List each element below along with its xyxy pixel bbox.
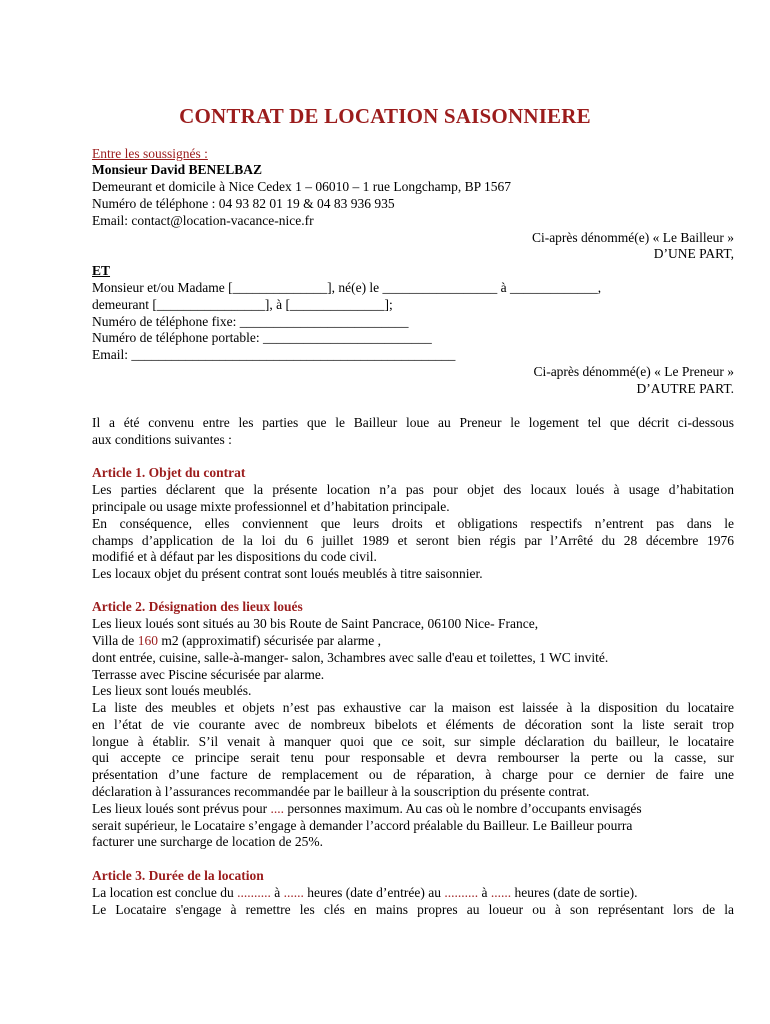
duration-text: La location est conclue du xyxy=(92,885,238,900)
duration-text: à xyxy=(478,885,491,900)
article-2-heading: Article 2. Désignation des lieux loués xyxy=(92,599,303,614)
lessor-part: D’UNE PART, xyxy=(653,246,734,261)
capacity-label: Les lieux loués sont prévus pour xyxy=(92,801,271,816)
tenant-email: Email: ________________________________________________ xyxy=(92,347,456,362)
lessor-email: Email: contact@location-vacance-nice.fr xyxy=(92,213,314,228)
tenant-phone-fixe: Numéro de téléphone fixe: _________________________ xyxy=(92,314,409,329)
villa-label: Villa de xyxy=(92,633,138,648)
article-1-heading: Article 1. Objet du contrat xyxy=(92,465,246,480)
article-1-line: En conséquence, elles conviennent que leurs droits et obligations respectifs n’entrent pas dans le xyxy=(92,516,734,531)
capacity-text: personnes maximum. Au cas où le nombre d’occupants envisagés xyxy=(283,801,642,816)
article-3-line: Le Locataire s'engage à remettre les clés en mains propres au loueur ou à son représentant lors de la xyxy=(92,902,734,917)
lessor-denomination: Ci-après dénommé(e) « Le Bailleur » xyxy=(531,230,734,245)
article-2-line: déclaration à l’assurances recommandée par le bailleur à la souscription du présente contrat. xyxy=(92,784,590,799)
article-2-line: Les lieux sont loués meublés. xyxy=(92,683,252,698)
tenant-phone-portable: Numéro de téléphone portable: _________________________ xyxy=(92,330,432,345)
article-3-heading: Article 3. Durée de la location xyxy=(92,868,264,883)
article-2-line: La liste des meubles et objets n’est pas exhaustive car la maison est laissée à la disposition du locataire xyxy=(92,700,734,715)
lessor-phone: Numéro de téléphone : 04 93 82 01 19 & 04 83 936 935 xyxy=(92,196,395,211)
duration-text: heures (date d’entrée) au xyxy=(303,885,445,900)
et-separator: ET xyxy=(92,263,111,278)
duration-text: à xyxy=(270,885,284,900)
article-1-line: modifié et à défaut par les dispositions du code civil. xyxy=(92,549,377,564)
article-2-line: facturer une surcharge de location de 25%. xyxy=(92,834,324,849)
article-1-line: principale ou usage mixte professionnel et d’habitation principale. xyxy=(92,499,450,514)
article-2-line: présentation d’une facture de remplacement ou de réparation, à charge pour ce dernier de faire une xyxy=(92,767,734,782)
article-1-line: champs d’application de la loi du 6 juillet 1989 et seront bien régis par l’Arrêté du 28 décembre 1976 xyxy=(92,533,734,548)
end-date-blank: .......... xyxy=(444,885,479,900)
lessor-address: Demeurant et domicile à Nice Cedex 1 – 06010 – 1 rue Longchamp, BP 1567 xyxy=(92,179,512,194)
villa-description: m2 (approximatif) sécurisée par alarme , xyxy=(157,633,381,648)
article-2-line: en l’état de vie courante avec de nombreux bibelots et éléments de décoration sont la liste serait trop xyxy=(92,717,734,732)
article-2-line: Terrasse avec Piscine sécurisée par alarme. xyxy=(92,667,325,682)
tenant-identity: Monsieur et/ou Madame [______________], né(e) le _________________ à _____________, xyxy=(92,280,602,295)
villa-surface: 160 xyxy=(137,633,158,648)
article-1-line: Les parties déclarent que la présente location n’a pas pour objet des locaux loués à usage d’habitation xyxy=(92,482,734,497)
tenant-address: demeurant [________________], à [______________]; xyxy=(92,297,393,312)
start-date-blank: .......... xyxy=(237,885,271,900)
intro-paragraph-line: Il a été convenu entre les parties que le Bailleur loue au Preneur le logement tel que décrit ci-dessous xyxy=(92,415,734,430)
article-2-line xyxy=(92,801,642,817)
article-2-line: dont entrée, cuisine, salle-à-manger- salon, 3chambres avec salle d'eau et toilettes, 1 WC invité. xyxy=(92,650,609,665)
capacity-blank: .... xyxy=(270,801,284,816)
article-1-line: Les locaux objet du présent contrat sont loués meublés à titre saisonnier. xyxy=(92,566,483,581)
article-2-line xyxy=(92,633,381,649)
article-2-line: qui accepte ce principe serait tenu pour responsable et devra rembourser la perte ou la casse, sur xyxy=(92,750,734,765)
article-3-line xyxy=(92,885,637,901)
intro-paragraph-line: aux conditions suivantes : xyxy=(92,432,232,447)
parties-intro: Entre les soussignés : xyxy=(92,146,208,161)
end-hour-blank: ...... xyxy=(490,885,512,900)
duration-text: heures (date de sortie). xyxy=(511,885,638,900)
lessor-name: Monsieur David BENELBAZ xyxy=(92,162,263,177)
article-2-line: longue à établir. S’il venait à manquer quoi que ce soit, sur simple déclaration du bailleur, le locataire xyxy=(92,734,734,749)
tenant-denomination: Ci-après dénommé(e) « Le Preneur » xyxy=(533,364,734,379)
contract-title: CONTRAT DE LOCATION SAISONNIERE xyxy=(179,104,591,128)
tenant-part: D’AUTRE PART. xyxy=(636,381,734,396)
article-2-line: Les lieux loués sont situés au 30 bis Route de Saint Pancrace, 06100 Nice- France, xyxy=(92,616,539,631)
start-hour-blank: ...... xyxy=(283,885,304,900)
article-2-line: serait supérieur, le Locataire s’engage à demander l’accord préalable du Bailleur. Le Bailleur pourra xyxy=(92,818,633,833)
